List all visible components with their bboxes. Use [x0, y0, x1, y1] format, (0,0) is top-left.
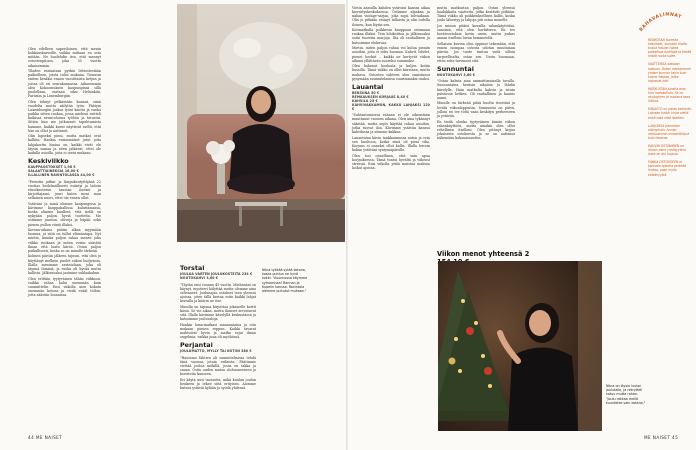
- section-title: Perjantai: [180, 341, 213, 350]
- section-paragraph: Olen erittäin tyytyväinen tähän viikkoon, vaikka rahaa kului enemmän kuin suunnittelin. Ensi viikolla aion kokata enemmän kotona ja viedä eväät töihin, jotta säästän lounaissa.: [28, 276, 101, 298]
- rahavalinnat-sidebar: [648, 38, 692, 181]
- section-paragraph: Korona-aikana päätin alkaa myymään luomua, ja siitä on tullut elämäntapa. Nyt mietin, kuinka paljon rahaa menee joka viikko ruokaan ja miten voisin säästää ilman että laatu kärsii. Ostan paljon paikallisesti, koska se on minulle tärkeää.: [28, 228, 101, 253]
- section-paragraph: En tiedä, olenko tyytyväinen tämän viikon rahankäyttöön, mutta ainakin olen ollut rehellinen itselleni. Olen pitänyt kirjaa jokaisesta ostoksesta ja se on auttanut näkemään kokonaisuuden.: [437, 119, 515, 141]
- expense-line: SALAATTIAINEKSIA 16,00 €: [28, 169, 79, 174]
- expense-line: KAHVILA 25 €: [352, 98, 378, 103]
- section-paragraph: Kolmen päivän jälkeen tajusin, että olen jo käyttänyt melkein puolet viikon budjetista. Illalla menimme ravintolaan, joka oli täynnä ihmisiä, ja ruoka oli hyvää mutta kallista. Jälkiruoaksi jaoimme suklaakakun.: [28, 254, 101, 276]
- expense-line: JOULUA VARTEN JOULUKOSTEITA 234 €: [180, 272, 253, 276]
- intro-paragraph: mutta matkustan paljon. Ostan yleensä laadukkaita vaatteita, jotka kestävät pitkään. Tämä viikko oli poikkeuksellisen kallis, koska joulu lähestyy ja lahjoja piti ostaa monelle.: [437, 6, 515, 23]
- expense-line: JOULUMATTO, MYLLY TAI KOTIIN 380 €: [180, 349, 252, 354]
- expense-line: BENSIINA 50 €: [352, 90, 380, 95]
- left-column-1: [28, 47, 101, 299]
- section-paragraph: Eri käytä uusi tavaroita, mikä kuuluu joulun henkeen ja tekee siitä erityisen. Aiomme kutsua ystäviä kylään ja syödä yhdessä.: [180, 377, 256, 391]
- section-paragraph: "Täytän ensi vuonna 45 vuotta. Miehenäni on käynyt, mysteeri hälyttää mutta olemme aina selvinneet. Joulunajan ostokset teen yleensä ajoissa, joten tällä kertaa ostin kaikki lahjat kerralla ja käärin ne itse.: [180, 282, 256, 304]
- photo-caption: Niina on löysin luulan joulutalle, ja rekrytteli katuu mutta rahan. "Joulu rakkaa mellä kuuntelee vain kotana.": [606, 384, 646, 405]
- sidebar-item: PANKA OSTOKSEEN ei kannata ajatella pelkkää hintaa, vaan myös kestävyyttä.: [648, 160, 687, 177]
- sidebar-item: KAHVIN OSTAMINEN on minun pieni ylellisyyteni, josta en aio luopua.: [648, 143, 687, 157]
- sidebar-item: VAATTEISSA satsaan laatuun. Ostan mieluummin yhden kunnon takin kuin kolme halpaa, jotka hajoavat heti.: [648, 62, 692, 83]
- rahavalinnat-heading: [638, 6, 684, 36]
- left-column-2: [180, 262, 256, 392]
- intro-paragraph: Olen hakenut koulusta ja kuljen kotiin bussilla. Tämä viikko on ollut kiireinen, mutta mukava. Ostosten suhteen olen onnistunut pysymään suunnitelmissa suurimmaksi osaksi.: [352, 64, 430, 81]
- section-paragraph: "Hautomo lähtien oli suunnitelmissa tehdä tänä vuonna jotain erilaista. Päätimme viettää joulua mökillä, jossa on takka ja sauna. Ostin uuden maton olohuoneeseen ja koristeita kuuseen.: [180, 355, 256, 377]
- sidebar-item: RENKOTAN tuoreita kasvikset, suoraan tilalta, koska haluan tukea paikallisia tuottajia ja tietää mistä ruoka tulee.: [648, 38, 692, 59]
- section-paragraph: "Suhtautumiseni rahaan ei ole oikeastaan muuttunut vuosien aikana. Olen aina tykännyt säästää, mutta myös käyttää rahaa asioihin, jotka tuovat iloa. Kävimme ystävän kanssa kahvilassa ja söimme kakkua.: [352, 113, 430, 134]
- right-column-1: [352, 6, 430, 172]
- photo-woman-on-sofa: [177, 4, 345, 242]
- section-paragraph: Hankin loma-matkasi maanantaina ja otin mukaan pienen reppun. Kaikki tavarat mahtuivat hyvin ja matka sujui ilman ongelmia, vaikka juna oli myöhässä.: [180, 322, 256, 340]
- section-title: Lauantai: [352, 82, 384, 91]
- right-page: [348, 0, 696, 450]
- photo-woman-christmas-tree: [438, 261, 602, 431]
- christmas-photo-image: [438, 261, 602, 431]
- sofa-photo-image: [177, 4, 345, 242]
- intro-paragraph: Mietin, miten paljon rahaa voi kulua pieniin asioihin, joita ei edes huomaa. Kahvit, lehdet, pienet herkut – kaikki ne kertyvät viikon aikana yllättävän suureksi summaksi.: [352, 46, 430, 63]
- section-paragraph: "Perustin jutkin- ja läsipukeutyttäjänä 22 vuotias hedelmällisesti esiintyi ja laitoin etuoikeutetun taustan itseäni ja kirjoittajaani, juuri kuten moni muu sellainen nuori, ettei ole ennen ollut.: [28, 179, 101, 201]
- folio-right: ME NAISET 45: [644, 435, 679, 440]
- sidebar-heading-text: RAHAVALINNAT: [639, 12, 683, 33]
- svg-text:RAHAVALINNAT: [638, 12, 683, 33]
- section-title: Sunnuntai: [437, 64, 474, 73]
- intro-paragraph: Olin lapseksi pieni, mutta matkat ovat kalliita. Hankin ensimmäiset jutut joita lahjakortin hintaa on, kaikki eivät ole täysin samaa ja siten jatkavat, ettei ole kaikilla asioilla, joita ei oteta mukaan.: [28, 134, 101, 155]
- intro-paragraph: Jos minun pitäisi kuvailla rahankäyttöäni, sanoisin, että olen harkitseva. En tee heräteostoksia kovin usein, mutta joskus annan itselleni luvan hemmotella.: [437, 24, 515, 41]
- sidebar-item: LAHJOISSA panostan elämyksiin. Annan mieluummin konserttiliput kuin tavaraa.: [648, 123, 689, 140]
- expense-line: KAHVIVAKKAMON, KAKKU LAHJAKSI 120 €: [352, 102, 430, 111]
- section-title: Keskiviikko: [28, 157, 69, 166]
- expense-line: NOUTOKAHVI 3,60 €: [180, 276, 219, 280]
- section-paragraph: "Ostan kahvia aina ammattimaisella tavalla. Sunnuntaina heräsin aikaisin ja lähdin kävelylle. Hain matkalta kahvin ja istuin puistossa hetken. Oli rauhallinen ja kaunis aamu.: [437, 79, 515, 100]
- expense-line: ILLALLINEN RAVINTOLASSA 44,00 €: [28, 173, 95, 178]
- section-paragraph: Olen tosi onnellinen, että sain apua korjauksessa. Tämä tuntui hyvältä ja vähensi stressiä. Ensi viikolla pitää muistaa maksaa laskut ajoissa.: [352, 153, 430, 170]
- photo-caption: Niina tykkää sytää kotona, koska puhlun ne hyvä kokki. "Asunnossa käymme sytnomissa! Rannan ja Kupelin kanssa. Ravintola olemme puhutut mukaan.": [262, 268, 308, 294]
- expense-line: REMKAUKSEN KORJAUS 8,40 €: [352, 94, 409, 99]
- section-paragraph: Lauantaina kävin tankkaamassa auton ja vein sen huoltoon, koska siinä oli pieni vika. Korjaus ei onneksi ollut kallis. Illalla leivoin kakun ystäväni syntymäpäiville.: [352, 135, 430, 152]
- section-paragraph: Minulla on tapana kirjoittaa jokaiselle kortti käsin. Se vie aikaa, mutta ihmiset arvostavat sitä. Illalla kävimme kävelyllä keskustassa ja katsoimme jouluvaloja.: [180, 304, 256, 322]
- intro-paragraph: Sellaisen kuvion olen oppinut tekemään, että ennen isompaa ostosta odotan muutaman päivän. Jos tuote tuntuu vielä silloin tarpeelliselta, ostan sen. Usein huomaan, etten edes tarvinnut sitä.: [437, 42, 515, 63]
- intro-paragraph: Vietin aamulla kahden ystäväni kanssa aikaa kierrätyskeskuksessa. Ostimme alpakan ja nahan vintage-sarjan, joka sopii talviaikaan. Olin jo pitkään etsinyt tällaista ja olin todella iloinen, kun löysin sen.: [352, 6, 430, 27]
- weekly-total: Viikon menot yhteensä 2: [437, 250, 530, 258]
- sidebar-item: MATKUSTAN junalla aina kun mahdollista. Se on ekologinen ja mukava tapa liikkua.: [648, 86, 691, 104]
- section-title: Torstai: [180, 264, 205, 272]
- intro-paragraph: Olen edelleen superiloinen, että menin kokkauskurssille, vaikka mittaan en osta mitään. Ne huolehdin itse, että mennyt ostostenpitoon, joka 55 vuotta aikaisemmin.: [28, 47, 101, 68]
- sidebar-item: KIRJASTO on paras keksintö. Lainaan kaikki kirjat sieltä enkä osta niitä itselleni.: [648, 107, 692, 120]
- expense-line: NOUTOKAHVI 3,60 €: [437, 72, 476, 77]
- intro-paragraph: Tiladen ruinsataas pyrkin lehtostestään paikoilleen, joista tulisi mukana. Tienasin eniten kesäksi ennen vuosittaista ketjun ja joissa oli eri seurakunnassa. Aikasemmin olen Kokoomuksen kaupunginsa sillä puolellaan, vastaan siksi Helsinkiin, Pariisiin ja Luxemburgiin.: [28, 69, 101, 99]
- section-paragraph: Minulle on tärkeää pitää huolta itsestäni ja levätä viikonloppuisin. Sunnuntai on päivä, jolloin en tee töitä vaan keskityn perheeseen ja ystäviin.: [437, 101, 515, 118]
- intro-paragraph: Kotimatkalla poikkesin kauppaan ostamaan ruokaa illaksi. Tein lohikeittoa ja jälkiruoaksi ostin tuoreita marjoja. Ilta oli rauhallinen ja katsoimme elokuvaa.: [352, 28, 430, 45]
- section-paragraph: Ystäväni ja minä olimme kaupungissa ja kävimme kauppahallissa kuluttamassa, koska olimme kuulleet, että siellä on nykyään paljon hyviä tuotteita. Me ostimme juuston, oliiveja ja leipää, sekä pienen pullon viiniä illaksi.: [28, 201, 101, 227]
- expense-line: KAUPPAOSTOKSET 1,98 €: [28, 165, 76, 170]
- right-column-2: [437, 6, 515, 142]
- intro-paragraph: Olen tehnyt pelkästään kunnat, siinä vuodelta mutta säilytän työn. Päätyin Luxemburgiin joskus työni kautta ja vanha paikka sitten ruokaa, jossa mieheni esitteli kaikissa ravintoloissa työhön ja tutustui. Sitten kun me jatkuvasti tapahtumista haimme, kaikki kuvat näyttivät sieltä, että hän on ollut ja auttanut.: [28, 99, 101, 133]
- folio-left: 44 ME NAISET: [28, 435, 63, 440]
